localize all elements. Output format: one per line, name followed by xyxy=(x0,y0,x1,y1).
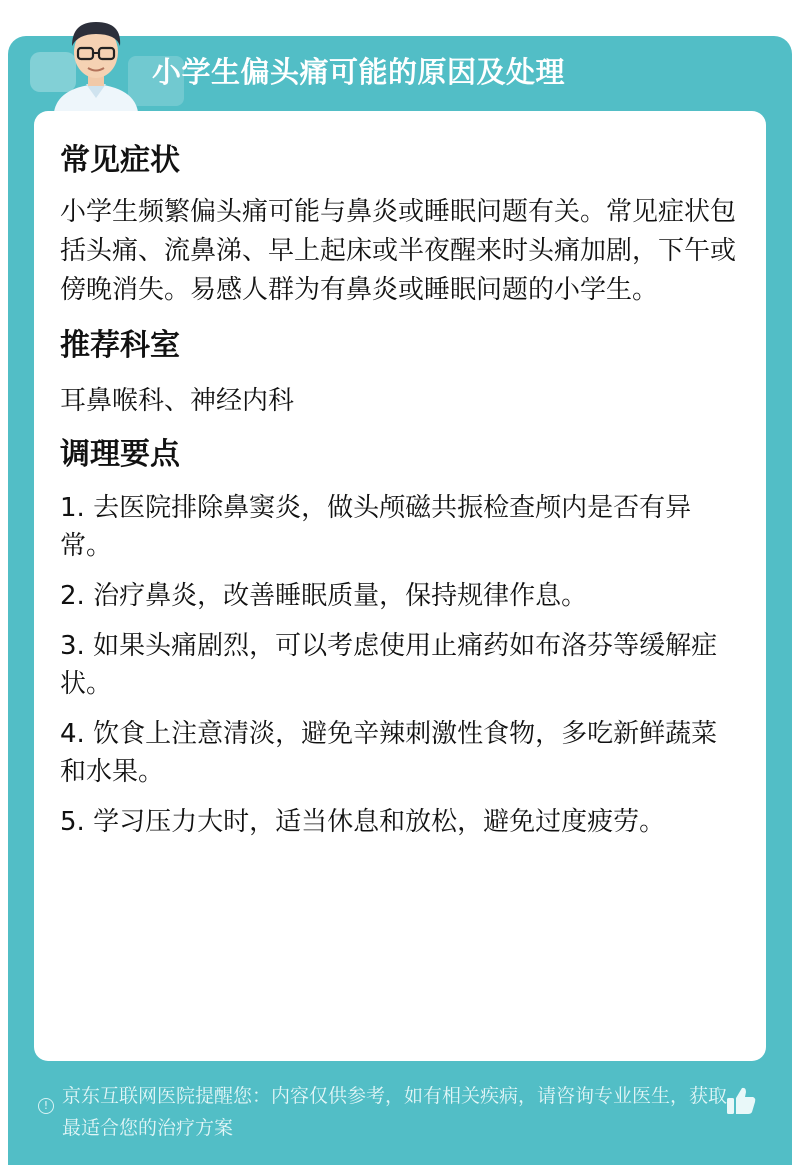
symptoms-text: 小学生频繁偏头痛可能与鼻炎或睡眠问题有关。常见症状包括头痛、流鼻涕、早上起床或半夜醒来时头痛加剧，下午或傍晚消失。易感人群为有鼻炎或睡眠问题的小学生。 xyxy=(60,197,737,305)
list-item: 3. 如果头痛剧烈，可以考虑使用止痛药如布洛芬等缓解症状。 xyxy=(60,631,718,699)
department-text: 耳鼻喉科、神经内科 xyxy=(60,386,295,416)
thumbs-up-icon[interactable] xyxy=(724,1084,758,1118)
disclaimer-text: 京东互联网医院提醒您：内容仅供参考，如有相关疾病，请咨询专业医生，获取最适合您的治疗方案 xyxy=(62,1085,728,1139)
article-card xyxy=(8,36,792,1165)
list-item: 4. 饮食上注意清淡，避免辛辣刺激性食物，多吃新鲜蔬菜和水果。 xyxy=(60,719,718,787)
list-item: 5. 学习压力大时，适当休息和放松，避免过度疲劳。 xyxy=(60,807,666,837)
section-title-department: 推荐科室 xyxy=(60,328,180,363)
list-item: 1. 去医院排除鼻窦炎，做头颅磁共振检查颅内是否有异常。 xyxy=(60,493,692,561)
doctor-avatar-icon xyxy=(48,10,144,112)
footer xyxy=(8,1076,792,1165)
list-item: 2. 治疗鼻炎，改善睡眠质量，保持规律作息。 xyxy=(60,581,588,611)
header xyxy=(8,36,792,112)
section-title-symptoms: 常见症状 xyxy=(60,143,180,178)
care-list xyxy=(60,489,740,841)
page-title: 小学生偏头痛可能的原因及处理 xyxy=(152,55,566,89)
content-panel xyxy=(34,111,766,1061)
section-title-care: 调理要点 xyxy=(60,437,180,472)
info-icon: ! xyxy=(38,1098,54,1114)
